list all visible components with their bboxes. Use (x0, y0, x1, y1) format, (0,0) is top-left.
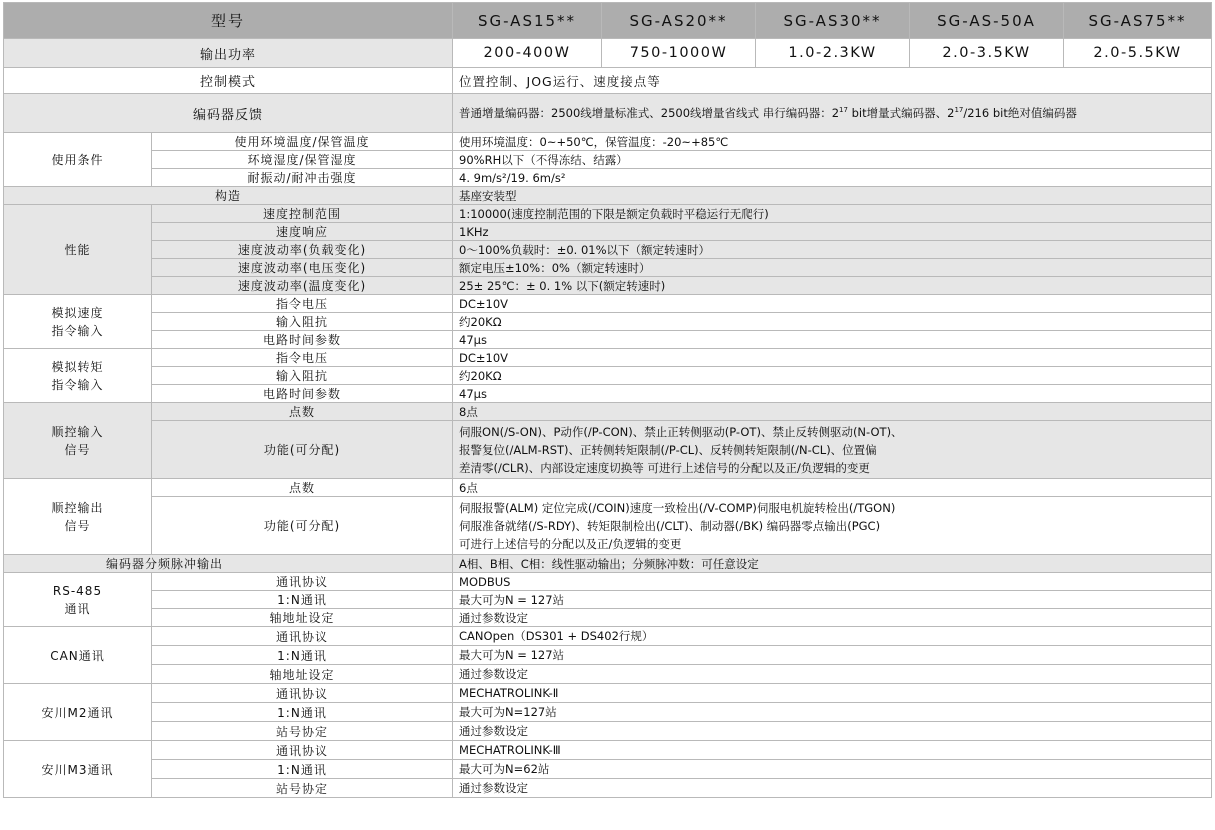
pulse-output-row (4, 555, 1212, 573)
spec-label: 输入阻抗 (152, 367, 453, 385)
encoder-value: 普通增量编码器：2500线增量标准式、2500线增量省线式 串行编码器：$2^{17}$ bit增量式编码器、$2^{17}/216$ bit绝对值编码器 (453, 94, 1212, 133)
model-name: SG-AS30** (756, 3, 910, 39)
spec-value: 通过参数设定 (453, 665, 1212, 684)
performance-row (4, 241, 1212, 259)
spec-label: 速度响应 (152, 223, 453, 241)
spec-label: 通讯协议 (152, 741, 453, 760)
conditions-row (4, 151, 1212, 169)
spec-label: 通讯协议 (152, 573, 453, 591)
spec-value: 通过参数设定 (453, 609, 1212, 627)
can-row (4, 627, 1212, 646)
spec-label: 轴地址设定 (152, 609, 453, 627)
spec-value: 通过参数设定 (453, 722, 1212, 741)
spec-label: 通讯协议 (152, 627, 453, 646)
spec-value: 约20KΩ (453, 313, 1212, 331)
spec-value: 8点 (453, 403, 1212, 421)
spec-label: 点数 (152, 479, 453, 497)
spec-value: 最大可为N = 127站 (453, 646, 1212, 665)
spec-value: 伺服ON(/S-ON)、P动作(/P-CON)、禁止正转侧驱动(P-OT)、禁止反转侧驱动(N-OT)、 报警复位(/ALM-RST)、正转侧转矩限制(/P-CL)、反转侧转矩限制(/N-CL)、位置偏 差清零(/CLR)、内部设定速度切换等 可进行上述信号的分配以及正/负逻辑的变更 (453, 421, 1212, 479)
spec-label: 功能(可分配) (152, 421, 453, 479)
spec-value: 伺服报警(ALM) 定位完成(/COIN)速度一致检出(/V-COMP)伺服电机旋转检出(/TGON) 伺服准备就绪(/S-RDY)、转矩限制检出(/CLT)、制动器(/BK) 编码器零点输出(PGC) 可进行上述信号的分配以及正/负逻辑的变更 (453, 497, 1212, 555)
performance-group: 性能 (4, 205, 152, 295)
spec-value: DC±10V (453, 349, 1212, 367)
rs485-group: RS-485 通讯 (4, 573, 152, 627)
model-label: 型号 (4, 3, 453, 39)
performance-row (4, 277, 1212, 295)
seq-output-row (4, 497, 1212, 555)
spec-value: 90%RH以下（不得冻结、结露） (453, 151, 1212, 169)
power-value: 2.0-5.5KW (1064, 39, 1212, 68)
m3-row (4, 741, 1212, 760)
performance-row (4, 223, 1212, 241)
control-mode-row (4, 68, 1212, 94)
spec-label: 速度波动率(电压变化) (152, 259, 453, 277)
spec-value: 1:10000(速度控制范围的下限是额定负载时平稳运行无爬行) (453, 205, 1212, 223)
model-name: SG-AS-50A (910, 3, 1064, 39)
spec-table (3, 2, 1212, 798)
spec-label: 1:N通讯 (152, 703, 453, 722)
m3-row (4, 779, 1212, 798)
spec-label: 轴地址设定 (152, 665, 453, 684)
spec-value: 0～100%负载时：±0. 01%以下（额定转速时） (453, 241, 1212, 259)
model-name: SG-AS75** (1064, 3, 1212, 39)
analog-speed-group: 模拟速度 指令输入 (4, 295, 152, 349)
encoder-row (4, 94, 1212, 133)
spec-value: 47μs (453, 331, 1212, 349)
encoder-label: 编码器反馈 (4, 94, 453, 133)
spec-label: 站号协定 (152, 722, 453, 741)
spec-value: MECHATROLINK-Ⅱ (453, 684, 1212, 703)
spec-value: 最大可为N=62站 (453, 760, 1212, 779)
analog-speed-row (4, 295, 1212, 313)
spec-value: 1KHz (453, 223, 1212, 241)
spec-value: 使用环境温度：0~+50℃，保管温度：-20~+85℃ (453, 133, 1212, 151)
m2-row (4, 703, 1212, 722)
seq-output-row (4, 479, 1212, 497)
can-group: CAN通讯 (4, 627, 152, 684)
spec-value: 6点 (453, 479, 1212, 497)
spec-value: 通过参数设定 (453, 779, 1212, 798)
m3-row (4, 760, 1212, 779)
pulse-output-value: A相、B相、C相：线性驱动输出；分频脉冲数：可任意设定 (453, 555, 1212, 573)
power-value: 1.0-2.3KW (756, 39, 910, 68)
m3-group: 安川M3通讯 (4, 741, 152, 798)
analog-torque-group: 模拟转矩 指令输入 (4, 349, 152, 403)
conditions-group: 使用条件 (4, 133, 152, 187)
pulse-output-label: 编码器分频脉冲输出 (4, 555, 453, 573)
spec-label: 1:N通讯 (152, 591, 453, 609)
spec-value: 约20KΩ (453, 367, 1212, 385)
conditions-row (4, 169, 1212, 187)
model-name: SG-AS20** (602, 3, 756, 39)
structure-row (4, 187, 1212, 205)
output-power-row (4, 39, 1212, 68)
seq-input-group: 顺控输入 信号 (4, 403, 152, 479)
rs485-row (4, 573, 1212, 591)
spec-label: 电路时间参数 (152, 385, 453, 403)
model-name: SG-AS15** (453, 3, 602, 39)
spec-label: 使用环境温度/保管温度 (152, 133, 453, 151)
spec-label: 1:N通讯 (152, 646, 453, 665)
spec-value: 47μs (453, 385, 1212, 403)
spec-label: 速度控制范围 (152, 205, 453, 223)
spec-value: 4. 9m/s²/19. 6m/s² (453, 169, 1212, 187)
spec-label: 点数 (152, 403, 453, 421)
spec-label: 1:N通讯 (152, 760, 453, 779)
spec-value: MECHATROLINK-Ⅲ (453, 741, 1212, 760)
power-value: 750-1000W (602, 39, 756, 68)
spec-label: 通讯协议 (152, 684, 453, 703)
spec-value: CANOpen（DS301 + DS402行规） (453, 627, 1212, 646)
control-mode-label: 控制模式 (4, 68, 453, 94)
seq-input-row (4, 403, 1212, 421)
spec-label: 环境湿度/保管湿度 (152, 151, 453, 169)
spec-value: 25± 25℃：± 0. 1% 以下(额定转速时) (453, 277, 1212, 295)
m2-row (4, 722, 1212, 741)
spec-label: 站号协定 (152, 779, 453, 798)
structure-value: 基座安装型 (453, 187, 1212, 205)
rs485-row (4, 609, 1212, 627)
spec-label: 速度波动率(温度变化) (152, 277, 453, 295)
seq-input-row (4, 421, 1212, 479)
spec-label: 指令电压 (152, 295, 453, 313)
can-row (4, 646, 1212, 665)
analog-speed-row (4, 331, 1212, 349)
m2-group: 安川M2通讯 (4, 684, 152, 741)
spec-value: DC±10V (453, 295, 1212, 313)
spec-label: 电路时间参数 (152, 331, 453, 349)
spec-value: 额定电压±10%：0%（额定转速时） (453, 259, 1212, 277)
conditions-row (4, 133, 1212, 151)
output-power-label: 输出功率 (4, 39, 453, 68)
performance-row (4, 205, 1212, 223)
m2-row (4, 684, 1212, 703)
spec-label: 耐振动/耐冲击强度 (152, 169, 453, 187)
analog-speed-row (4, 313, 1212, 331)
can-row (4, 665, 1212, 684)
spec-label: 指令电压 (152, 349, 453, 367)
performance-row (4, 259, 1212, 277)
spec-value: MODBUS (453, 573, 1212, 591)
analog-torque-row (4, 349, 1212, 367)
spec-label: 输入阻抗 (152, 313, 453, 331)
control-mode-value: 位置控制、JOG运行、速度接点等 (453, 68, 1212, 94)
analog-torque-row (4, 385, 1212, 403)
model-header-row (4, 3, 1212, 39)
analog-torque-row (4, 367, 1212, 385)
rs485-row (4, 591, 1212, 609)
power-value: 2.0-3.5KW (910, 39, 1064, 68)
structure-label: 构造 (4, 187, 453, 205)
spec-label: 速度波动率(负载变化) (152, 241, 453, 259)
seq-output-group: 顺控输出 信号 (4, 479, 152, 555)
spec-label: 功能(可分配) (152, 497, 453, 555)
power-value: 200-400W (453, 39, 602, 68)
spec-value: 最大可为N = 127站 (453, 591, 1212, 609)
spec-value: 最大可为N=127站 (453, 703, 1212, 722)
